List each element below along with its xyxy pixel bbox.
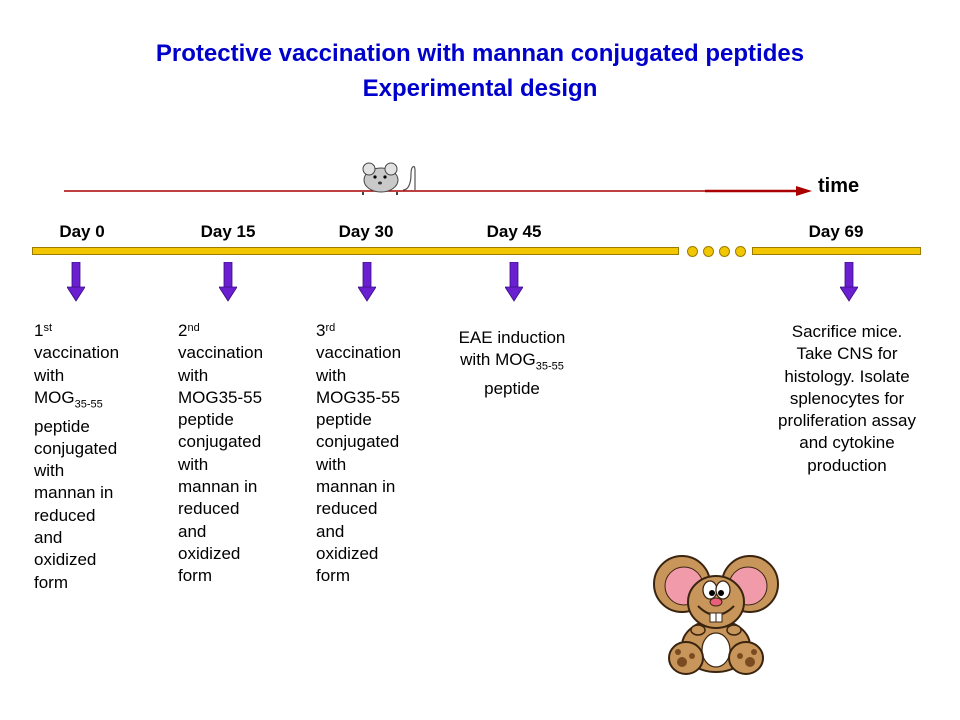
- day-45-label: Day 45: [486, 222, 542, 241]
- time-label: time: [818, 175, 860, 197]
- day-15-label: Day 15: [200, 222, 256, 241]
- timeline-bar-end: [752, 247, 921, 255]
- day-69-label: Day 69: [808, 222, 864, 241]
- mouse-icon: [357, 160, 419, 196]
- sacrifice-text: Sacrifice mice. Take CNS for histology. Isolate splenocytes for proliferation assay and cytokine production: [778, 322, 916, 475]
- timeline-dot: [735, 246, 746, 257]
- day-0-label: Day 0: [59, 222, 105, 241]
- timeline-bar: [32, 247, 679, 255]
- title-line-1: Protective vaccination with mannan conjugated peptides: [155, 40, 805, 67]
- cartoon-mouse-icon: [652, 550, 780, 680]
- down-arrow-icon: [67, 262, 85, 302]
- time-arrow: [60, 182, 820, 202]
- down-arrow-icon: [358, 262, 376, 302]
- vaccination-1-text: 1st vaccination with $MOG_{35-55}$ peptide conjugated with mannan in reduced and oxidized form: [34, 321, 120, 592]
- eae-induction-text: EAE induction with $MOG_{35-55}$ peptide: [458, 328, 566, 398]
- down-arrow-icon: [219, 262, 237, 302]
- title-line-2: Experimental design: [362, 75, 598, 102]
- down-arrow-icon: [505, 262, 523, 302]
- vaccination-2-text: 2nd vaccination with MOG35-55 peptide conjugated with mannan in reduced and oxidized form: [178, 321, 264, 586]
- vaccination-3-text: 3rd vaccination with MOG35-55 peptide conjugated with mannan in reduced and oxidized form: [316, 321, 402, 586]
- day-30-label: Day 30: [338, 222, 394, 241]
- down-arrow-icon: [840, 262, 858, 302]
- timeline-dot: [687, 246, 698, 257]
- timeline-dot: [719, 246, 730, 257]
- timeline-dot: [703, 246, 714, 257]
